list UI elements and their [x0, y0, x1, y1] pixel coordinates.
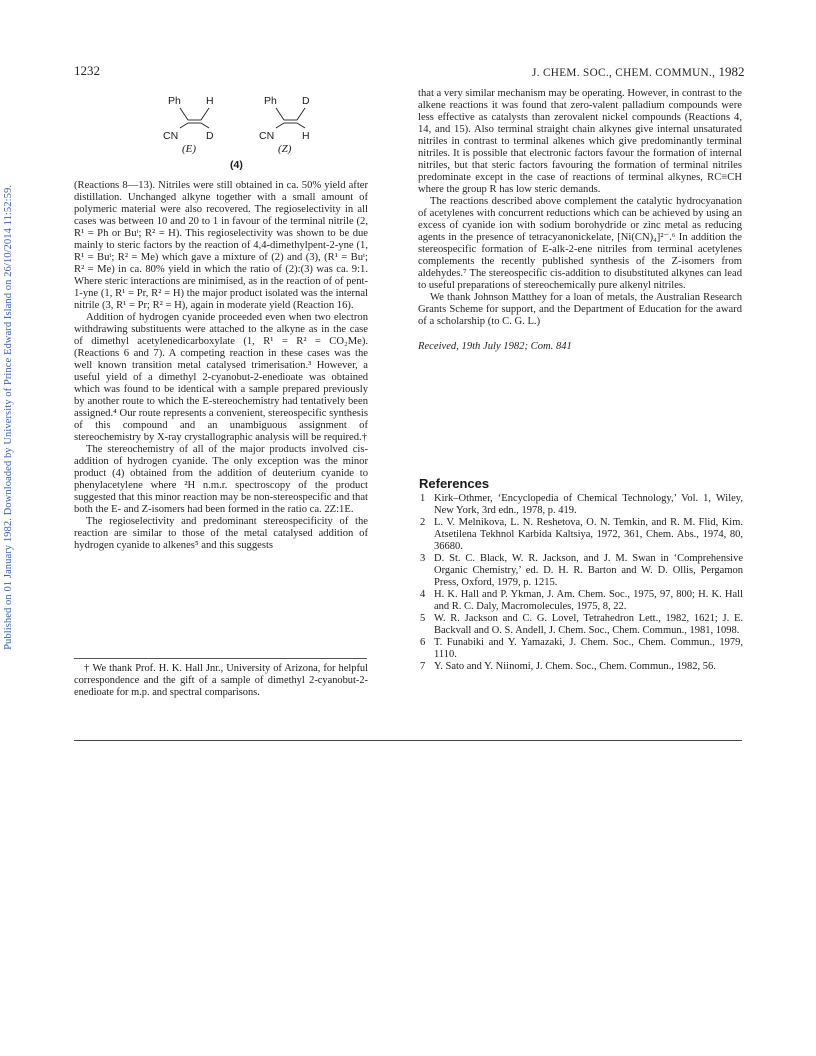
reference-text: L. V. Melnikova, L. N. Reshetova, O. N. Temkin, and R. M. Flid, Kim. Atsetilena Tekhnol Karbida Kaltsiya, 1972, 361, Chem. Abs., 1974, 80, 36680. — [434, 517, 743, 552]
reference-number: 7 — [420, 661, 426, 672]
reference-number: 1 — [420, 493, 426, 504]
reference-item — [419, 613, 743, 637]
reference-text: W. R. Jackson and C. G. Lovel, Tetrahedron Lett., 1982, 1621; J. E. Backvall and O. S. Andell, J. Chem. Soc., Chem. Commun., 1981, 1098. — [434, 613, 743, 636]
z-isomer-label: (Z) — [278, 143, 292, 155]
page-number: 1232 — [74, 63, 100, 78]
reference-item — [419, 553, 743, 589]
e-bond-bottom-right — [201, 123, 209, 128]
e-bottom-left-group: CN — [163, 130, 179, 142]
body-paragraph: The stereochemistry of all of the major products involved cis-addition of hydrogen cyanide. The only exception was the minor product (4) obtained from the addition of deuterium cyanide to phenylacetylene where ²H n.m.r. spectroscopy of the product suggested that this minor reaction may be non-stereospecific and that both the E- and Z-isomers had been formed in the ratio ca. 2Z:1E. — [74, 444, 368, 515]
body-paragraph: The regioselectivity and predominant stereospecificity of the reaction are similar to those of the metal catalysed addition of hydrogen cyanide to alkenes⁵ and this suggests — [74, 516, 368, 551]
z-bond-bottom-left — [276, 123, 284, 128]
body-paragraph: (Reactions 8—13). Nitriles were still obtained in ca. 50% yield after distillation. Unchanged alkyne together with a small amount of polymeric material were also recovered. The regioselectivity in all cases was between 10 and 20 to 1 in favour of the terminal nitrile (2, R¹ = Ph or Buᵗ; R² = H). This regioselectivity was shown to be due mainly to steric factors by the reaction of 4,4-dimethylpent-2-yne (1, R¹ = Buᵗ; R² = Me) which gave a mixture of (2) and (3), (R¹ = Buᵗ; R² = Me) in ca. 80% yield in which the ratio of (2):(3) was ca. 9:1. Where steric interactions are minimised, as in the reaction of of pent-1-yne (1, R¹ = Pr, R² = H) the major product isolated was the internal nitrile (3, R¹ = Pr; R² = H), again in moderate yield (Reaction 16). — [74, 180, 368, 311]
received-date: Received, 19th July 1982; Com. 841 — [418, 341, 572, 352]
footnote-divider — [74, 658, 367, 659]
reference-text: H. K. Hall and P. Ykman, J. Am. Chem. Soc., 1975, 97, 800; H. K. Hall and R. C. Daly, Macromolecules, 1975, 8, 22. — [434, 589, 743, 612]
e-bottom-right-group: D — [206, 130, 214, 142]
reference-number: 3 — [420, 553, 426, 564]
reference-text: T. Funabiki and Y. Yamazaki, J. Chem. Soc., Chem. Commun., 1979, 1110. — [434, 637, 743, 660]
journal-year: 1982 — [718, 64, 745, 79]
reference-text: D. St. C. Black, W. R. Jackson, and J. M. Swan in ‘Comprehensive Organic Chemistry,’ ed. D. H. R. Barton and W. D. Ollis, Pergamon Press, Oxford, 1979, p. 1215. — [434, 553, 743, 588]
reference-number: 5 — [420, 613, 426, 624]
journal-name: J. CHEM. SOC., CHEM. COMMUN., — [532, 67, 716, 79]
z-bond-top-right — [297, 108, 305, 120]
e-bond-bottom-left — [180, 123, 188, 128]
reference-text: Kirk–Othmer, ‘Encyclopedia of Chemical Technology,’ Vol. 1, Wiley, New York, 3rd edn., 1978, p. 419. — [434, 493, 743, 516]
reference-item — [419, 637, 743, 661]
z-bottom-left-group: CN — [259, 130, 275, 142]
body-paragraph: that a very similar mechanism may be operating. However, in contrast to the alkene reactions it was found that zero-valent palladium compounds were less effective as catalysts than zerovalent nickel compounds (Reactions 4, 14, and 15). Also terminal straight chain alkynes give internal unsaturated nitriles in contrast to terminal alkenes which give predominantly terminal nitriles. It is possible that electronic factors favour the formation of internal nitriles, but that steric factors favouring the formation of terminal nitriles predominate except in the case of reactions of terminal alkynes, RC≡CH where the group R has low steric demands. — [418, 88, 742, 195]
reference-list — [419, 493, 743, 673]
body-paragraph: The reactions described above complement the catalytic hydrocyanation of acetylenes with concurrent reductions which can be achieved by using an excess of cyanide ion with sodium borohydride or zinc metal as reducing agents in the presence of tetracyanonickelate, [Ni(CN)₄]²⁻.⁶ In addition the stereospecific formation of E-alk-2-ene nitriles from terminal acetylenes complements the recently published synthesis of the Z-isomers from aldehydes.⁷ The stereospecific cis-addition to disubstituted alkynes can lead to useful preparations of stereochemically pure alkenyl nitriles. — [418, 196, 742, 291]
structure-diagram — [160, 92, 350, 172]
e-bond-top-left — [180, 108, 188, 120]
z-top-left-group: Ph — [264, 95, 277, 107]
e-isomer-structure — [163, 95, 214, 155]
reference-text: Y. Sato and Y. Niinomi, J. Chem. Soc., Chem. Commun., 1982, 56. — [434, 661, 716, 672]
reference-number: 4 — [420, 589, 426, 600]
e-top-left-group: Ph — [168, 95, 181, 107]
reference-number: 6 — [420, 637, 426, 648]
e-bond-top-right — [201, 108, 209, 120]
references-heading: References — [419, 476, 490, 491]
z-bottom-right-group: H — [302, 130, 310, 142]
e-isomer-label: (E) — [182, 143, 197, 155]
reference-item — [419, 589, 743, 613]
page-bottom-rule — [74, 740, 742, 741]
body-paragraph: Addition of hydrogen cyanide proceeded even when two electron withdrawing substituents were attached to the alkyne as in the case of dimethyl acetylenedicarboxylate (1, R¹ = R² = CO₂Me). (Reactions 6 and 7). A competing reaction in these cases was the well known transition metal catalysed trimerisation.³ However, a useful yield of a dimethyl 2-cyanobut-2-enedioate was obtained which was found to be identical with a sample prepared previously by another route to which the E-stereochemistry had tentatively been assigned.⁴ Our route represents a convenient, stereospecific synthesis of this compound and an unambiguous assignment of stereochemistry by X-ray crystallographic analysis will be required.† — [74, 312, 368, 443]
journal-running-header — [532, 64, 744, 80]
z-isomer-structure — [259, 95, 310, 155]
right-text-column — [418, 88, 742, 353]
reference-number: 2 — [420, 517, 426, 528]
e-top-right-group: H — [206, 95, 214, 107]
z-bond-top-left — [276, 108, 284, 120]
download-provenance-note: Published on 01 January 1982. Downloaded by University of Prince Edward Island on 26/10/2014 11:52:59. — [3, 185, 14, 650]
z-top-right-group: D — [302, 95, 310, 107]
reference-item — [419, 661, 743, 673]
footnote: † We thank Prof. H. K. Hall Jnr., University of Arizona, for helpful correspondence and the gift of a sample of dimethyl 2-cyanobut-2-enedioate for m.p. and spectral comparisons. — [74, 663, 368, 698]
reference-item — [419, 493, 743, 517]
compound-number: (4) — [230, 159, 243, 171]
structure-svg — [160, 92, 350, 172]
acknowledgement-paragraph: We thank Johnson Matthey for a loan of metals, the Australian Research Grants Scheme for support, and the Department of Education for the award of a scholarship (to C. G. L.) — [418, 292, 742, 327]
left-text-column — [74, 180, 368, 552]
z-bond-bottom-right — [297, 123, 305, 128]
reference-item — [419, 517, 743, 553]
